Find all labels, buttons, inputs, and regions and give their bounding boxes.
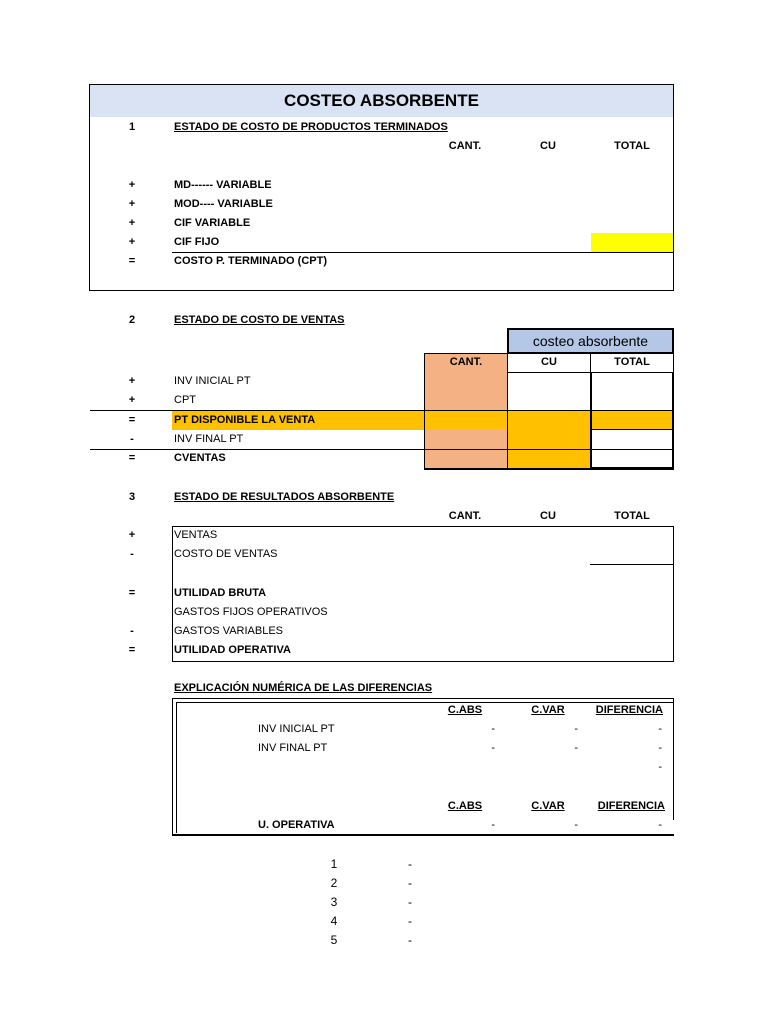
- s2-label-cpt: CPT: [174, 394, 196, 406]
- s4-label-inv-final: INV FINAL PT: [258, 742, 328, 754]
- s2-sign: +: [128, 394, 136, 406]
- list-number: 3: [330, 895, 338, 909]
- s3-sign: -: [130, 625, 134, 637]
- s4-var-value: -: [574, 742, 578, 754]
- list-number: 2: [330, 876, 338, 890]
- list-number: 1: [330, 857, 338, 871]
- s4-col-abs: C.ABS: [447, 800, 483, 812]
- s3-label-ventas: VENTAS: [174, 529, 218, 541]
- section1-heading: ESTADO DE COSTO DE PRODUCTOS TERMINADOS: [174, 121, 448, 133]
- s2-banner-text: costeo absorbente: [532, 333, 649, 349]
- s4-col-dif: DIFERENCIA: [595, 704, 663, 716]
- s4-label-inv-inicial: INV INICIAL PT: [258, 723, 335, 735]
- list-value: -: [408, 895, 412, 909]
- s2-rule-final: [590, 429, 674, 430]
- s2-label-inv-inicial: INV INICIAL PT: [174, 375, 251, 387]
- s4-left-double-line: [176, 702, 177, 833]
- section1-number: 1: [128, 121, 136, 133]
- section2-heading: ESTADO DE COSTO DE VENTAS: [174, 314, 345, 326]
- s2-sign: =: [128, 414, 136, 426]
- s4-var-value: -: [574, 819, 578, 831]
- s3-col-cant: CANT.: [448, 510, 482, 522]
- cif-fijo-total-cell: [591, 233, 673, 252]
- s3-sign: =: [128, 587, 136, 599]
- s3-label-gastos-fijos: GASTOS FIJOS OPERATIVOS: [174, 606, 328, 618]
- s1-sign: =: [128, 255, 136, 267]
- s2-col-cu: CU: [541, 356, 557, 368]
- s4-right-line: [673, 698, 674, 820]
- list-value: -: [408, 933, 412, 947]
- s3-label-utilidad-operativa: UTILIDAD OPERATIVA: [174, 644, 291, 656]
- s2-grid-line: [507, 372, 508, 469]
- s3-sign: =: [128, 644, 136, 656]
- list-value: -: [408, 876, 412, 890]
- s3-col-cu: CU: [540, 510, 556, 522]
- s4-dif-value: -: [658, 742, 662, 754]
- s1-label-cpt: COSTO P. TERMINADO (CPT): [174, 255, 327, 267]
- s4-abs-value: -: [491, 723, 495, 735]
- s2-rule-bottom: [424, 468, 674, 470]
- s3-costo-rule: [590, 564, 674, 565]
- s4-abs-value: -: [491, 819, 495, 831]
- list-number: 5: [330, 933, 338, 947]
- s2-rule-disponible: [90, 410, 674, 411]
- s2-sign: +: [128, 375, 136, 387]
- s2-sign: =: [128, 452, 136, 464]
- s1-sign: +: [128, 236, 136, 248]
- list-value: -: [408, 914, 412, 928]
- s4-label-u-operativa: U. OPERATIVA: [258, 819, 335, 831]
- s1-total-rule: [172, 252, 673, 253]
- s1-col-total: TOTAL: [614, 140, 650, 152]
- s2-sign: -: [130, 433, 134, 445]
- s3-label-gastos-variables: GASTOS VARIABLES: [174, 625, 284, 637]
- s3-col-total: TOTAL: [614, 510, 650, 522]
- s2-col-cant: CANT.: [449, 356, 483, 368]
- s2-total-column: [590, 372, 674, 469]
- s4-col-dif: DIFERENCIA: [597, 800, 665, 812]
- s1-label-mod: MOD---- VARIABLE: [174, 198, 273, 210]
- section2-number: 2: [128, 314, 136, 326]
- s4-col-var: C.VAR: [531, 704, 565, 716]
- s4-dif-value: -: [658, 761, 662, 773]
- s4-dif-value: -: [658, 819, 662, 831]
- s2-grid-line: [424, 372, 425, 469]
- s4-var-value: -: [574, 723, 578, 735]
- s1-label-cif-variable: CIF VARIABLE: [174, 217, 251, 229]
- section3-number: 3: [128, 491, 136, 503]
- s4-dif-value: -: [658, 723, 662, 735]
- section3-heading: ESTADO DE RESULTADOS ABSORBENTE: [174, 491, 395, 503]
- list-value: -: [408, 857, 412, 871]
- s1-col-cant: CANT.: [448, 140, 482, 152]
- s4-abs-value: -: [491, 742, 495, 754]
- s1-label-cif-fijo: CIF FIJO: [174, 236, 220, 248]
- s2-rule-cventas: [90, 449, 674, 450]
- s4-col-abs: C.ABS: [447, 704, 483, 716]
- s3-sign: -: [130, 548, 134, 560]
- s1-sign: +: [128, 217, 136, 229]
- s1-col-cu: CU: [540, 140, 556, 152]
- s2-label-disponible: PT DISPONIBLE LA VENTA: [174, 414, 316, 426]
- s2-cant-cell: [425, 372, 507, 411]
- s1-sign: +: [128, 198, 136, 210]
- s2-col-total: TOTAL: [614, 356, 650, 368]
- s2-cant-cell: [425, 449, 507, 469]
- s4-frame: [172, 698, 674, 836]
- s3-label-utilidad-bruta: UTILIDAD BRUTA: [174, 587, 267, 599]
- page-title: COSTEO ABSORBENTE: [284, 91, 479, 110]
- s1-label-md: MD------ VARIABLE: [174, 179, 272, 191]
- s3-label-costo-ventas: COSTO DE VENTAS: [174, 548, 278, 560]
- s2-cant-cell: [425, 430, 507, 449]
- list-number: 4: [330, 914, 338, 928]
- s2-label-cventas: CVENTAS: [174, 452, 226, 464]
- section4-heading: EXPLICACIÓN NUMÉRICA DE LAS DIFERENCIAS: [174, 682, 433, 694]
- s3-sign: +: [128, 529, 136, 541]
- s4-col-var: C.VAR: [531, 800, 565, 812]
- s1-sign: +: [128, 179, 136, 191]
- s2-label-inv-final: INV FINAL PT: [174, 433, 244, 445]
